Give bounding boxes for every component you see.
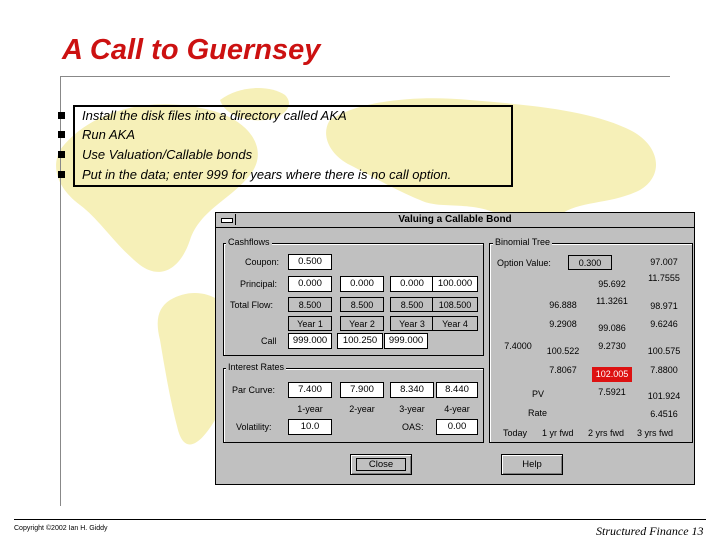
binomial-tree-group-label: Binomial Tree	[495, 237, 551, 247]
rate-2-year-label: 2-year	[349, 404, 375, 414]
title-divider	[60, 76, 670, 77]
option-value: 0.300	[568, 255, 612, 270]
rate-label: Rate	[528, 408, 548, 418]
tree-node: 98.971	[650, 301, 678, 311]
volatility-input[interactable]: 10.0	[288, 419, 332, 435]
total-flow-year4: 108.500	[432, 297, 478, 312]
bullet-square-icon	[58, 112, 65, 119]
principal-label: Principal:	[240, 279, 278, 289]
tree-node: 7.5921	[598, 387, 626, 397]
left-divider	[60, 76, 61, 506]
par-curve-label: Par Curve:	[232, 385, 276, 395]
2yrs-fwd-label: 2 yrs fwd	[588, 428, 625, 438]
help-button[interactable]: Help	[501, 454, 563, 475]
3yrs-fwd-label: 3 yrs fwd	[637, 428, 674, 438]
close-button-focus-ring	[356, 458, 406, 471]
tree-node: 7.8067	[549, 365, 577, 375]
rate-1-year-label: 1-year	[297, 404, 323, 414]
bullet-square-icon	[58, 151, 65, 158]
tree-node: 96.888	[549, 300, 577, 310]
total-flow-label: Total Flow:	[230, 300, 274, 310]
valuing-callable-bond-dialog	[215, 212, 695, 485]
copyright-text: Copyright ©2002 Ian H. Giddy	[14, 525, 108, 532]
year4-label: Year 4	[432, 316, 478, 331]
total-flow-year1: 8.500	[288, 297, 332, 312]
oas-label: OAS:	[402, 422, 424, 432]
tree-node: 11.7555	[648, 273, 680, 283]
total-flow-year3: 8.500	[390, 297, 434, 312]
oas-input[interactable]: 0.00	[436, 419, 478, 435]
par-curve-year2-input[interactable]: 7.900	[340, 382, 384, 398]
par-curve-year1-input[interactable]: 7.400	[288, 382, 332, 398]
tree-node: 100.522	[546, 346, 580, 356]
call-year1-input[interactable]: 999.000	[288, 333, 332, 349]
par-curve-year3-input[interactable]: 8.340	[390, 382, 434, 398]
dialog-title: Valuing a Callable Bond	[398, 214, 512, 225]
tree-node: 99.086	[598, 323, 626, 333]
tree-node: 6.4516	[650, 409, 678, 419]
tree-node: 9.2730	[598, 341, 626, 351]
interest-rates-group-label: Interest Rates	[228, 362, 285, 372]
volatility-label: Volatility:	[236, 422, 272, 432]
par-curve-year4-input[interactable]: 8.440	[436, 382, 478, 398]
rate-3-year-label: 3-year	[399, 404, 425, 414]
slide-title: A Call to Guernsey	[62, 34, 321, 66]
total-flow-year2: 8.500	[340, 297, 384, 312]
tree-node: 95.692	[598, 279, 626, 289]
year1-label: Year 1	[288, 316, 332, 331]
call-year2-input[interactable]: 100.250	[337, 333, 383, 349]
bullet-square-icon	[58, 131, 65, 138]
cashflows-group-label: Cashflows	[228, 237, 270, 247]
tree-node: 11.3261	[596, 296, 628, 306]
bullet-square-icon	[58, 171, 65, 178]
1yr-fwd-label: 1 yr fwd	[542, 428, 574, 438]
footer-divider	[14, 519, 706, 520]
coupon-input[interactable]: 0.500	[288, 254, 332, 270]
tree-node: 7.8800	[650, 365, 678, 375]
close-button[interactable]: Close	[350, 454, 412, 475]
option-value-label: Option Value:	[497, 258, 551, 268]
tree-node: 7.4000	[504, 341, 532, 351]
coupon-label: Coupon:	[245, 257, 280, 267]
rate-4-year-label: 4-year	[444, 404, 470, 414]
tree-node: 97.007	[650, 257, 678, 267]
today-label: Today	[503, 428, 528, 438]
tree-node: 9.2908	[549, 319, 577, 329]
tree-node: 101.924	[647, 391, 681, 401]
slide-footer-label: Structured Finance 13	[596, 524, 704, 538]
call-year3-input[interactable]: 999.000	[384, 333, 428, 349]
principal-year3-input[interactable]: 0.000	[390, 276, 434, 292]
principal-year2-input[interactable]: 0.000	[340, 276, 384, 292]
tree-node: 100.575	[647, 346, 681, 356]
dialog-title-bar	[216, 213, 694, 228]
principal-year1-input[interactable]: 0.000	[288, 276, 332, 292]
tree-node: 9.6246	[650, 319, 678, 329]
call-label: Call	[261, 336, 277, 346]
system-menu-icon[interactable]	[217, 214, 236, 225]
principal-year4-input[interactable]: 100.000	[432, 276, 478, 292]
tree-node-highlighted: 102.005	[592, 367, 632, 382]
pv-label: PV	[532, 389, 545, 399]
year2-label: Year 2	[340, 316, 384, 331]
year3-label: Year 3	[390, 316, 434, 331]
